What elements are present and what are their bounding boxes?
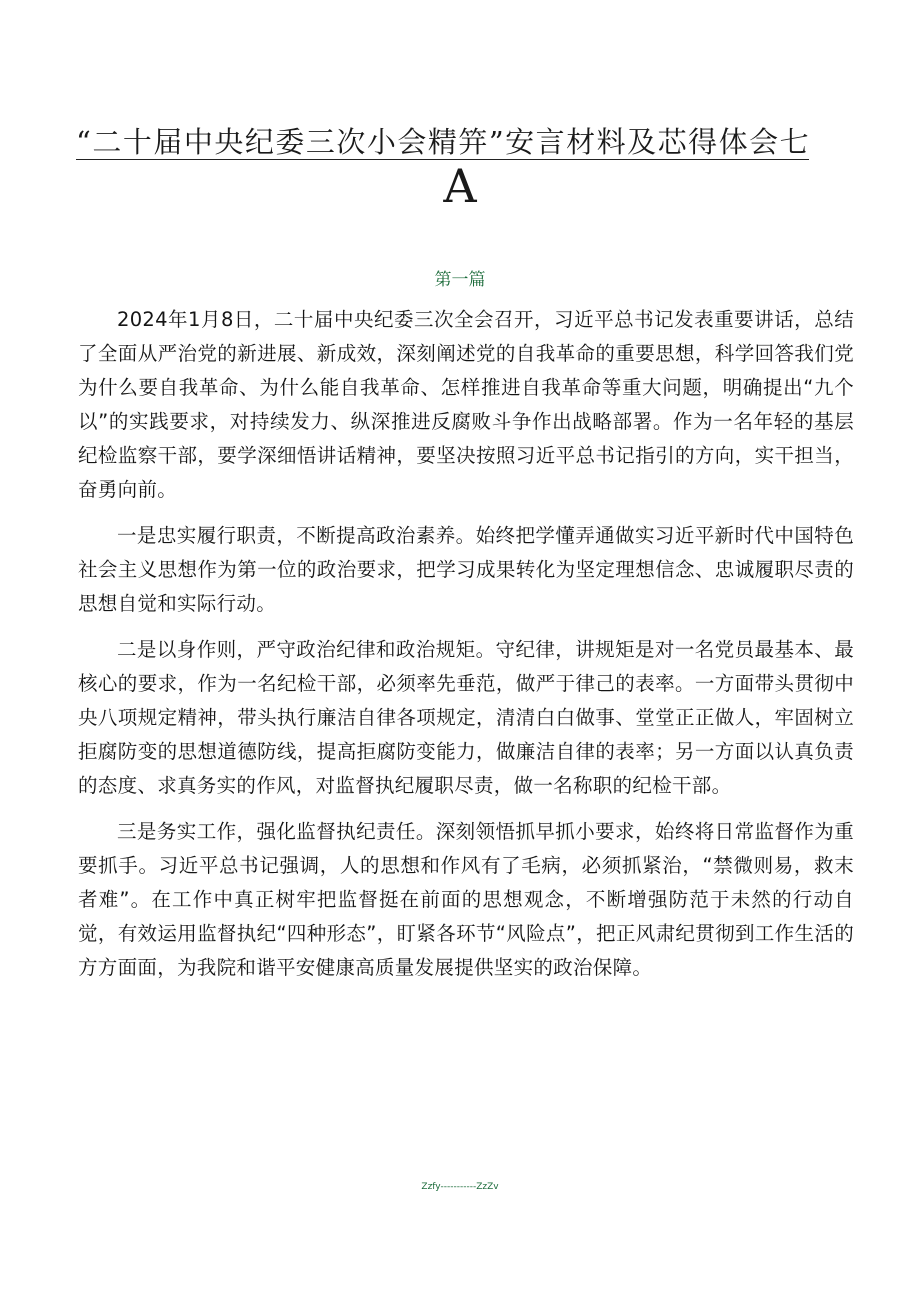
page-footer: Zzfy-----------ZzZv	[421, 1182, 499, 1192]
paragraph-intro: 2024年1月8日，二十届中央纪委三次全会召开，习近平总书记发表重要讲话，总结了全面从严治党的新进展、新成效，深刻阐述党的自我革命的重要思想，科学回答我们党为什么要自我革命、为什么能自我革命、怎样推进自我革命等重大问题，明确提出“九个以”的实践要求，对持续发力、纵深推进反腐败斗争作出战略部署。作为一名年轻的基层纪检监察干部，要学深细悟讲话精神，要坚决按照习近平总书记指引的方向，实干担当，奋勇向前。	[78, 308, 854, 501]
paragraph-point-two: 二是以身作则，严守政治纪律和政治规矩。守纪律，讲规矩是对一名党员最基本、最核心的要求，作为一名纪检干部，必须率先垂范，做严于律己的表率。一方面带头贯彻中央八项规定精神，带头执行廉洁自律各项规定，清清白白做事、堂堂正正做人，牢固树立拒腐防变的思想道德防线，提高拒腐防变能力，做廉洁自律的表率；另一方面以认真负责的态度、求真务实的作风，对监督执纪履职尽责，做一名称职的纪检干部。	[78, 638, 854, 797]
paragraph-point-three: 三是务实工作，强化监督执纪责任。深刻领悟抓早抓小要求，始终将日常监督作为重要抓手。习近平总书记强调，人的思想和作风有了毛病，必须抓紧治，“禁微则易，救末者难”。在工作中真正树牢把监督挺在前面的思想观念，不断增强防范于未然的行动自觉，有效运用监督执纪“四种形态”，盯紧各环节“风险点”，把正风肃纪贯彻到工作生活的方方面面，为我院和谐平安健康高质量发展提供坚实的政治保障。	[78, 820, 854, 979]
document-title-continuation: A	[443, 159, 477, 213]
paragraph-point-one: 一是忠实履行职责，不断提高政治素养。始终把学懂弄通做实习近平新时代中国特色社会主义思想作为第一位的政治要求，把学习成果转化为坚定理想信念、忠诚履职尽责的思想自觉和实际行动。	[78, 524, 854, 615]
document-title: “二十届中央纪委三次小会精笄”安言材料及芯得体会七	[76, 125, 811, 159]
section-heading: 第一篇	[434, 270, 486, 290]
document-body	[78, 303, 854, 985]
